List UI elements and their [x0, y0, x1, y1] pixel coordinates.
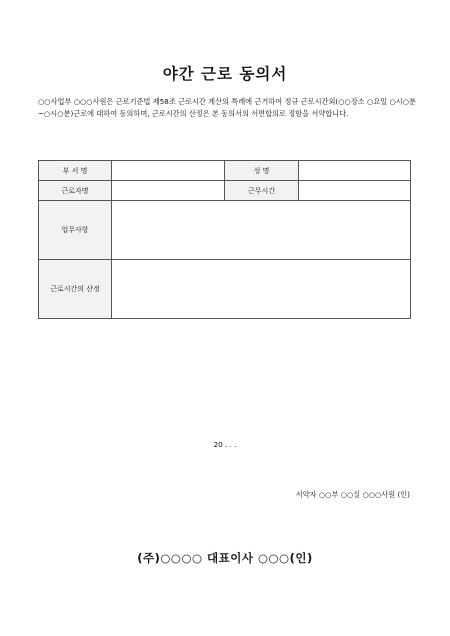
date-line: 20 . . . [213, 440, 237, 449]
duties-field[interactable] [112, 201, 411, 260]
dept-label: 부 서 명 [39, 161, 112, 181]
work-time-label: 근무시간 [225, 181, 299, 201]
table-row [39, 201, 411, 260]
worker-name-field[interactable] [112, 181, 225, 201]
agreement-text: ○○사업부 ○○○사원은 근로기준법 제58조 근로시간 계산의 특례에 근거하여 정규 근로시간외(○○장소 ○요일 ○시○분~○시○분)근로에 대하여 동의하며, 근로시간의 산정은 본 동의서의 서면합의로 정함을 서약합니다. [38, 97, 416, 118]
calc-label: 근로시간의 산정 [39, 260, 112, 319]
agreement-form-table [38, 160, 411, 319]
name-label: 성 명 [225, 161, 299, 181]
name-field[interactable] [299, 161, 411, 181]
company-signature: (주)○○○○ 대표이사 ○○○(인) [137, 551, 313, 565]
table-row [39, 161, 411, 181]
work-time-field[interactable] [299, 181, 411, 201]
worker-name-label: 근로자명 [39, 181, 112, 201]
table-row [39, 260, 411, 319]
table-row [39, 181, 411, 201]
duties-label: 업무사항 [39, 201, 112, 260]
signer-line: 서약자 ○○부 ○○실 ○○○사원 (인) [295, 490, 410, 499]
dept-field[interactable] [112, 161, 225, 181]
document-title: 야간 근로 동의서 [162, 65, 288, 83]
calc-field[interactable] [112, 260, 411, 319]
